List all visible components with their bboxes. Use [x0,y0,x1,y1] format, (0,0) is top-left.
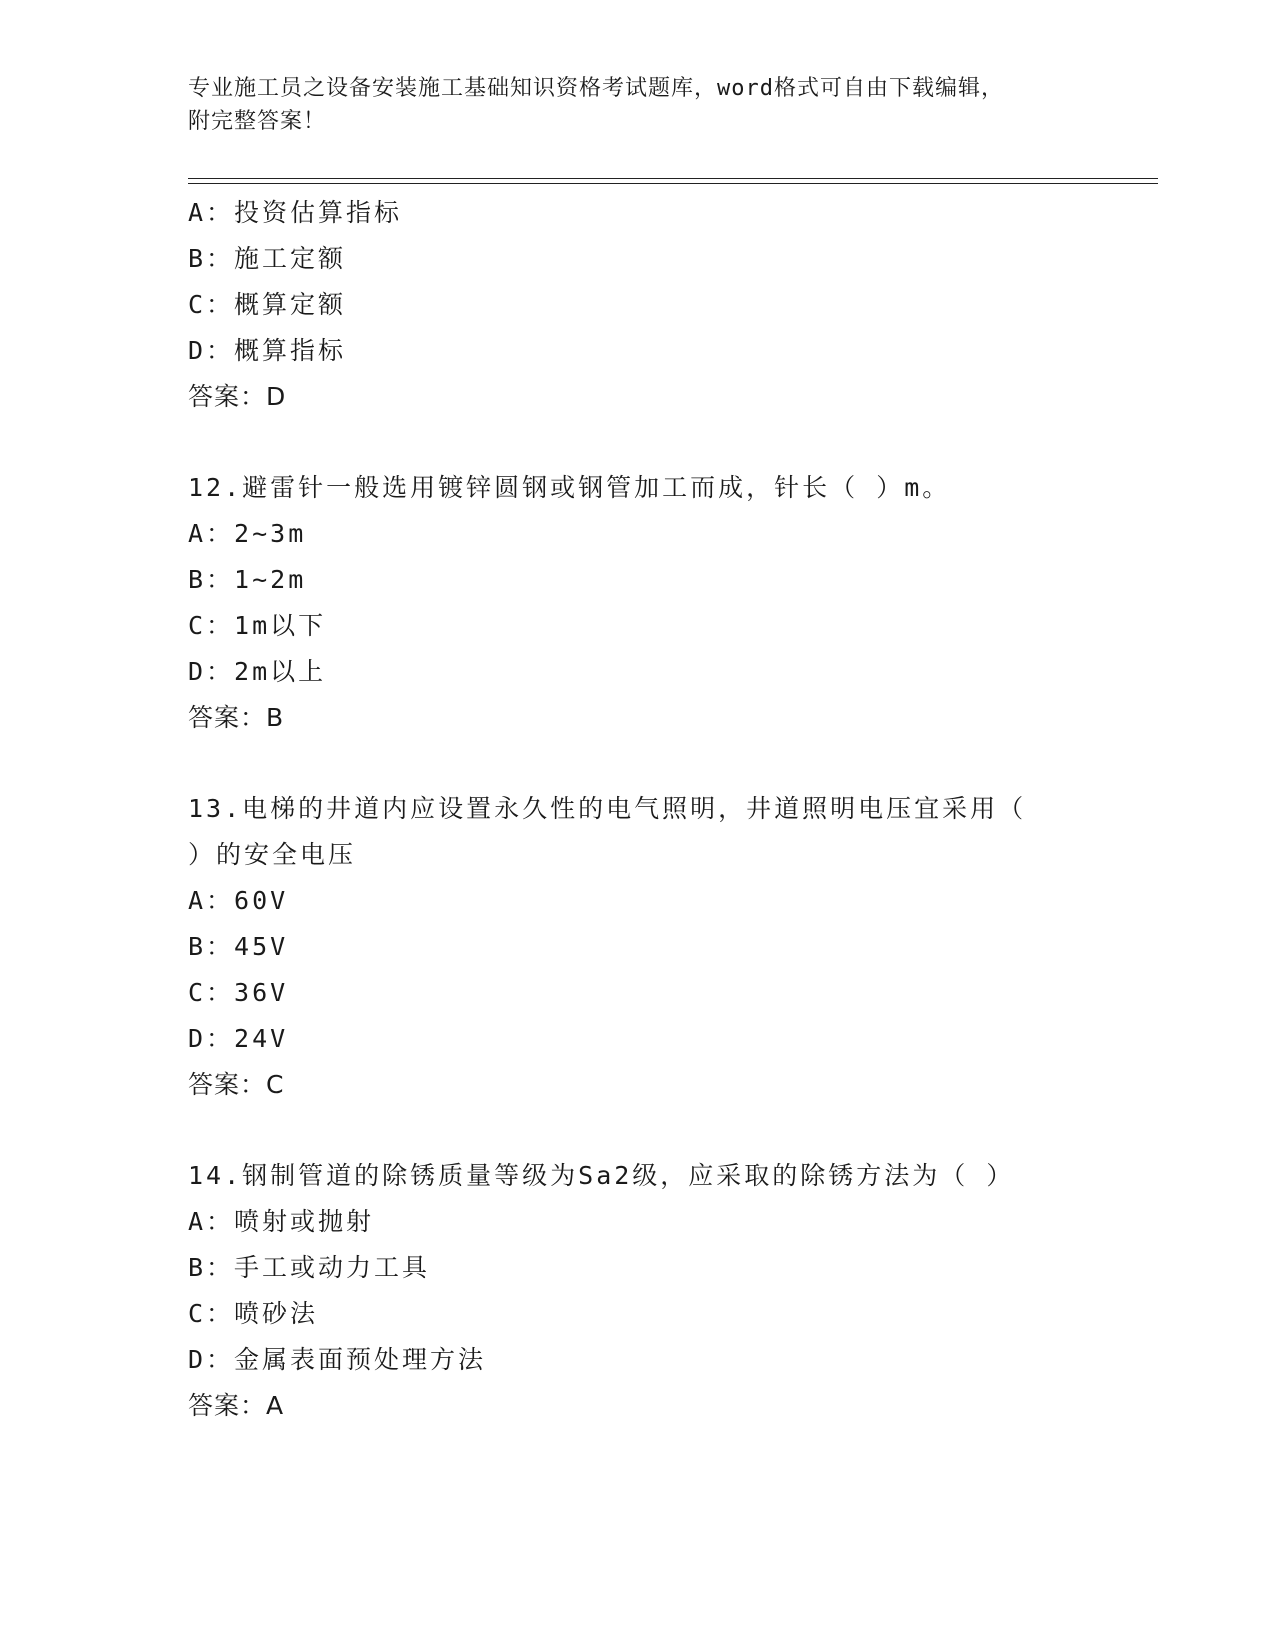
question-13 [188,786,1088,1108]
question-list [188,190,1088,1429]
question-stem-line-1: 13.电梯的井道内应设置永久性的电气照明，井道照明电压宜采用（ [188,794,1027,823]
option-b: B：施工定额 [188,244,347,273]
document-header [188,72,1088,138]
question-stem-line-2: ）的安全电压 [188,840,357,869]
question-stem: 14.钢制管道的除锈质量等级为Sa2级，应采取的除锈方法为（ ） [188,1161,1015,1190]
spacer [188,741,1088,786]
header-line-2: 附完整答案！ [188,109,327,134]
question-11 [188,190,1088,420]
option-d: D：24V [188,1024,289,1053]
option-c: C：36V [188,978,289,1007]
option-c: C：概算定额 [188,290,347,319]
option-d: D：概算指标 [188,336,347,365]
option-b: B：手工或动力工具 [188,1253,431,1282]
spacer [188,1108,1088,1153]
option-d: D：2m以上 [188,657,327,686]
question-12 [188,465,1088,741]
header-divider-top [188,178,1158,179]
question-14 [188,1153,1088,1429]
option-d: D：金属表面预处理方法 [188,1345,487,1374]
option-c: C：1m以下 [188,611,327,640]
option-a: A：2~3m [188,519,307,548]
option-a: A：投资估算指标 [188,198,403,227]
option-c: C：喷砂法 [188,1299,319,1328]
question-stem: 12.避雷针一般选用镀锌圆钢或钢管加工而成，针长（ ）m。 [188,473,951,502]
option-a: A：60V [188,886,289,915]
answer-line: 答案：B [188,703,285,732]
header-divider-bottom [188,183,1158,184]
answer-line: 答案：D [188,382,287,411]
option-b: B：45V [188,932,289,961]
option-b: B：1~2m [188,565,307,594]
answer-line: 答案：A [188,1391,285,1420]
header-line-1: 专业施工员之设备安装施工基础知识资格考试题库，word格式可自由下载编辑， [188,76,1004,101]
answer-line: 答案：C [188,1070,285,1099]
option-a: A：喷射或抛射 [188,1207,375,1236]
spacer [188,420,1088,465]
